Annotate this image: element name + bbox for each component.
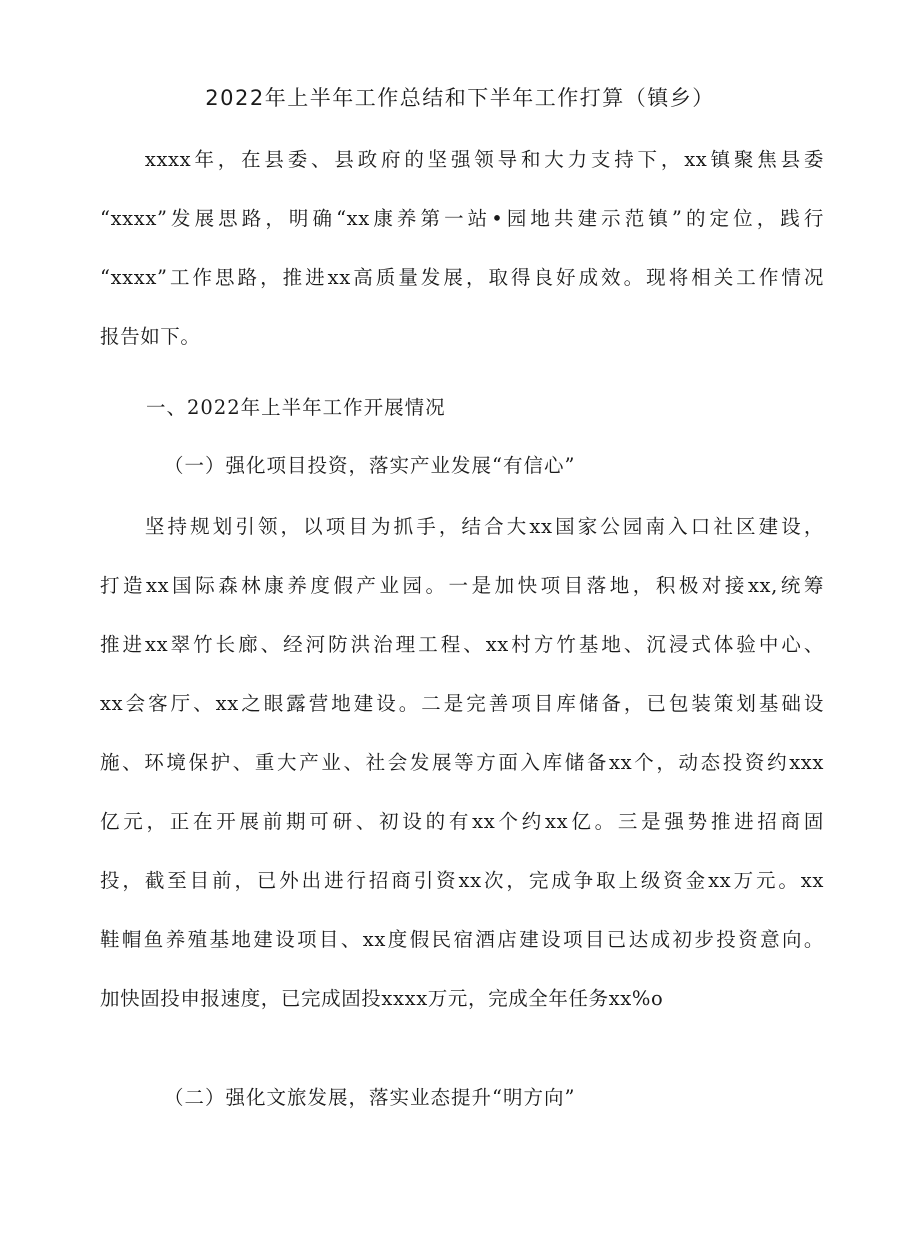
subsection-paragraph (100, 497, 824, 1028)
intro-line: “xxxx”发展思路，明确“xx康养第一站•园地共建示范镇”的定位，践行 (100, 207, 824, 230)
body-line: 加快固投申报速度，已完成固投xxxx万元，完成全年任务xx%o (100, 987, 664, 1010)
body-line: 施、环境保护、重大产业、社会发展等方面入库储备xx个，动态投资约xxx (100, 751, 824, 774)
intro-paragraph (100, 130, 824, 366)
body-line: 亿元，正在开展前期可研、初设的有xx个约xx亿。三是强势推进招商固 (100, 810, 824, 833)
body-line: 投，截至目前，已外出进行招商引资xx次，完成争取上级资金xx万元。xx (100, 869, 824, 892)
body-line: 鞋帽鱼养殖基地建设项目、xx度假民宿酒店建设项目已达成初步投资意向。 (100, 928, 824, 951)
body-line: xx会客厅、xx之眼露营地建设。二是完善项目库储备，已包装策划基础设 (100, 692, 824, 715)
intro-line: xxxx年，在县委、县政府的坚强领导和大力支持下，xx镇聚焦县委 (144, 148, 824, 171)
body-line: 打造xx国际森林康养度假产业园。一是加快项目落地，积极对接xx,统筹 (100, 574, 824, 597)
intro-line: “xxxx”工作思路，推进xx高质量发展，取得良好成效。现将相关工作情况 (100, 266, 824, 289)
intro-line: 报告如下。 (100, 325, 201, 348)
subsection-heading: （一）强化项目投资，落实产业发展“有信心” (164, 454, 576, 477)
body-line: 推进xx翠竹长廊、经河防洪治理工程、xx村方竹基地、沉浸式体验中心、 (100, 633, 824, 656)
subsection-heading: （二）强化文旅发展，落实业态提升“明方向” (164, 1086, 576, 1109)
section-heading: 一、2022年上半年工作开展情况 (146, 396, 446, 419)
body-line: 坚持规划引领，以项目为抓手，结合大xx国家公园南入口社区建设， (144, 515, 824, 538)
document-title: 2022年上半年工作总结和下半年工作打算（镇乡） (205, 86, 715, 110)
